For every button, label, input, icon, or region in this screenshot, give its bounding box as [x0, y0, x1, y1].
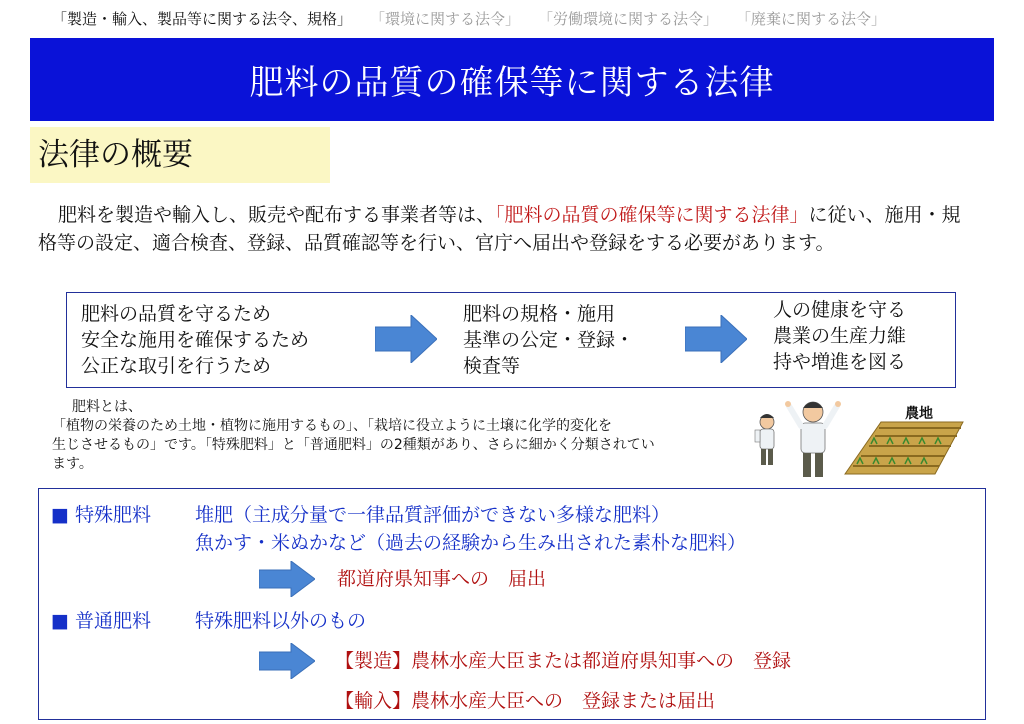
farm-label: 農地	[905, 406, 933, 422]
intro-paragraph	[38, 201, 973, 257]
flow-goals	[773, 297, 906, 375]
child-farmer-icon	[755, 414, 774, 465]
definition-line: 肥料とは、	[72, 399, 142, 415]
flow-goals-line: 人の健康を守る	[773, 299, 907, 321]
ordinary-import-action: 【輸入】農林水産大臣への 登録または届出	[335, 690, 716, 712]
page-title: 肥料の品質の確保等に関する法律	[249, 63, 775, 103]
flow-measures-line: 検査等	[463, 355, 521, 377]
tab-disposal[interactable]: 「廃棄に関する法令」	[736, 10, 887, 28]
ordinary-fertilizer-label: ■ 普通肥料	[51, 610, 151, 632]
tab-labor[interactable]: 「労働環境に関する法令」	[538, 10, 719, 28]
right-arrow-icon	[259, 561, 315, 597]
flow-purpose-line: 安全な施用を確保するため	[81, 329, 310, 351]
right-arrow-icon	[685, 315, 747, 363]
right-arrow-icon	[259, 643, 315, 679]
flow-measures	[463, 301, 634, 379]
special-fertilizer-desc-1: 堆肥（主成分量で一律品質評価ができない多様な肥料）	[195, 504, 671, 526]
flow-measures-line: 肥料の規格・施用	[463, 303, 616, 325]
flow-measures-line: 基準の公定・登録・	[463, 329, 635, 351]
ordinary-manufacture-action: 【製造】農林水産大臣または都道府県知事への 登録	[335, 650, 792, 672]
purpose-flow-box	[66, 292, 956, 388]
intro-text-1: 肥料を製造や輸入し、販売や配布する事業者等は、	[58, 204, 496, 226]
fertilizer-definition	[52, 398, 742, 474]
special-fertilizer-label: ■ 特殊肥料	[51, 504, 151, 526]
field-icon	[845, 422, 963, 474]
definition-line: ます。	[52, 456, 93, 472]
flow-purpose	[81, 301, 309, 379]
page-title-banner	[30, 38, 994, 121]
intro-text-2: に従い、施用・規格等の設定、適合検査、登録、品質確認等を行い、官庁へ届出や登録をする必要があります。	[38, 204, 961, 254]
flow-purpose-line: 公正な取引を行うため	[81, 355, 272, 377]
definition-line: 「植物の栄養のため土地・植物に施用するもの」、「栽培に役立ように土壌に化学的変化を	[52, 418, 612, 434]
section-heading: 法律の概要	[30, 127, 330, 183]
farmers-field-illustration	[745, 392, 975, 484]
adult-farmer-icon	[785, 401, 841, 477]
flow-goals-line: 農業の生産力維	[773, 325, 907, 347]
flow-goals-line: 持や増進を図る	[773, 351, 907, 373]
tab-environment[interactable]: 「環境に関する法令」	[370, 10, 521, 28]
tab-manufacturing[interactable]: 「製造・輸入、製品等に関する法令、規格」	[52, 10, 353, 28]
definition-line: 生じさせるもの」です。「特殊肥料」と「普通肥料」の2種類があり、さらに細かく分類されてい	[52, 437, 655, 453]
fertilizer-categories-box	[38, 488, 986, 720]
category-tabs	[40, 8, 1000, 30]
right-arrow-icon	[375, 315, 437, 363]
special-fertilizer-desc-2: 魚かす・米ぬかなど（過去の経験から生み出された素朴な肥料）	[195, 532, 747, 554]
law-name: 「肥料の品質の確保等に関する法律」	[495, 204, 809, 226]
flow-purpose-line: 肥料の品質を守るため	[81, 303, 272, 325]
ordinary-fertilizer-desc: 特殊肥料以外のもの	[195, 610, 367, 632]
special-fertilizer-action: 都道府県知事への 届出	[337, 568, 547, 590]
